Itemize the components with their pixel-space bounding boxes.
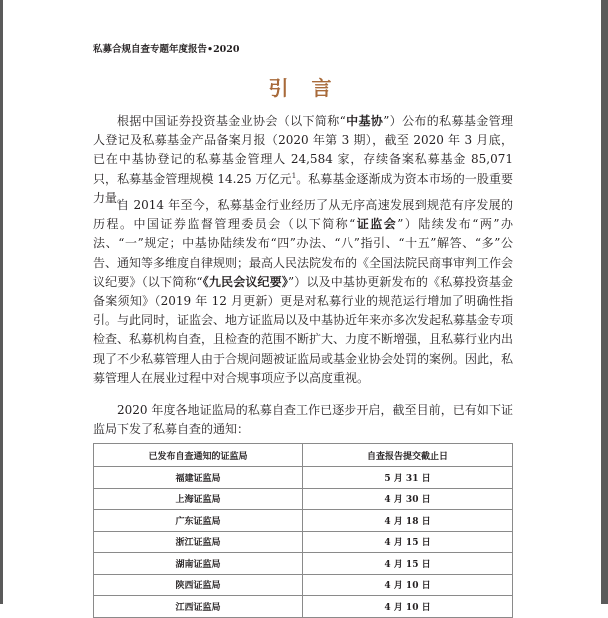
table-cell-deadline: 4 月 30 日: [303, 488, 513, 510]
intro-paragraph-3: 2020 年度各地证监局的私募自查工作已逐步开启，截至目前，已有如下证监局下发了私募自查的通知：: [93, 403, 513, 437]
table-cell-deadline: 4 月 10 日: [303, 596, 513, 618]
table-row: [94, 531, 513, 553]
footnote-marker[interactable]: 1: [291, 171, 297, 180]
p1-text-3: 。私募基金逐渐成为资本市场的一股重要力量。: [93, 171, 513, 205]
section-title: 引 言: [268, 76, 340, 100]
table-cell-bureau: 上海证监局: [94, 488, 303, 510]
table-cell-bureau: 湖南证监局: [94, 553, 303, 575]
table-cell-bureau: 浙江证监局: [94, 531, 303, 553]
intro-paragraph-2: [93, 196, 513, 388]
p2-text-3: ”）以及中基协更新发布的《私募投资基金备案须知》（2019 年 12 月更新）更是对私募行业的规范运行增加了明确性指引。与此同时，证监会、地方证监局以及中基协近年来亦多次发起私募基金专项检查、私募机构自查，且检查的范围不断扩大、力度不断增强，且私募行业内出现了不少私募管理人由于合规问题被证监局或基金业协会处罚的案例。因此，私募管理人在展业过程中对合规事项应予以高度重视。: [93, 274, 514, 385]
table-cell-bureau: 陕西证监局: [94, 574, 303, 596]
p2-text-1: 自 2014 年至今，私募基金行业经历了从无序高速发展到规范有序发展的历程。中国证券监督管理委员会（以下简称“: [93, 198, 513, 232]
table-cell-deadline: 4 月 18 日: [303, 510, 513, 532]
table-header-row: [94, 444, 513, 467]
intro-paragraph-1: [93, 112, 513, 208]
table-header-bureau: 已发布自查通知的证监局: [94, 444, 303, 467]
p1-bold-term: 中基协: [345, 114, 384, 128]
table-row: [94, 488, 513, 510]
table-cell-bureau: 广东证监局: [94, 510, 303, 532]
table-cell-deadline: 5 月 31 日: [303, 467, 513, 489]
table-cell-deadline: 4 月 15 日: [303, 531, 513, 553]
self-inspection-notice-table: [93, 443, 513, 618]
p1-text-2: ”）公布的私募基金管理人登记及私募基金产品备案月报（2020 年第 3 期），截至 2020 年 3 月底，已在中基协登记的私募基金管理人 24,584 家，存续备案私募基金 85,071 只，私募基金管理规模 14.25 万亿元: [93, 114, 513, 186]
table-cell-deadline: 4 月 10 日: [303, 574, 513, 596]
p2-text-2: ”）陆续发布“两”办法、“一”规定；中基协陆续发布“四”办法、“八”指引、“十五”解答、“多”公告、通知等多维度自律规则；最高人民法院发布的《全国法院民商事审判工作会议纪要》（以下简称“: [93, 217, 514, 289]
table-row: [94, 574, 513, 596]
table-row: [94, 510, 513, 532]
p2-bold-term-2: 《九民会议纪要》: [202, 274, 288, 289]
table-cell-bureau: 江西证监局: [94, 596, 303, 618]
table-row: [94, 596, 513, 618]
table-cell-deadline: 4 月 15 日: [303, 553, 513, 575]
table-cell-bureau: 福建证监局: [94, 467, 303, 489]
table-header-deadline: 自查报告提交截止日: [303, 444, 513, 467]
table-row: [94, 467, 513, 489]
p2-bold-term-1: 证监会: [355, 217, 398, 232]
table-row: [94, 553, 513, 575]
p1-text-1: 根据中国证券投资基金业协会（以下简称“: [117, 114, 346, 128]
running-header: 私募合规自查专题年度报告•2020: [93, 44, 240, 55]
